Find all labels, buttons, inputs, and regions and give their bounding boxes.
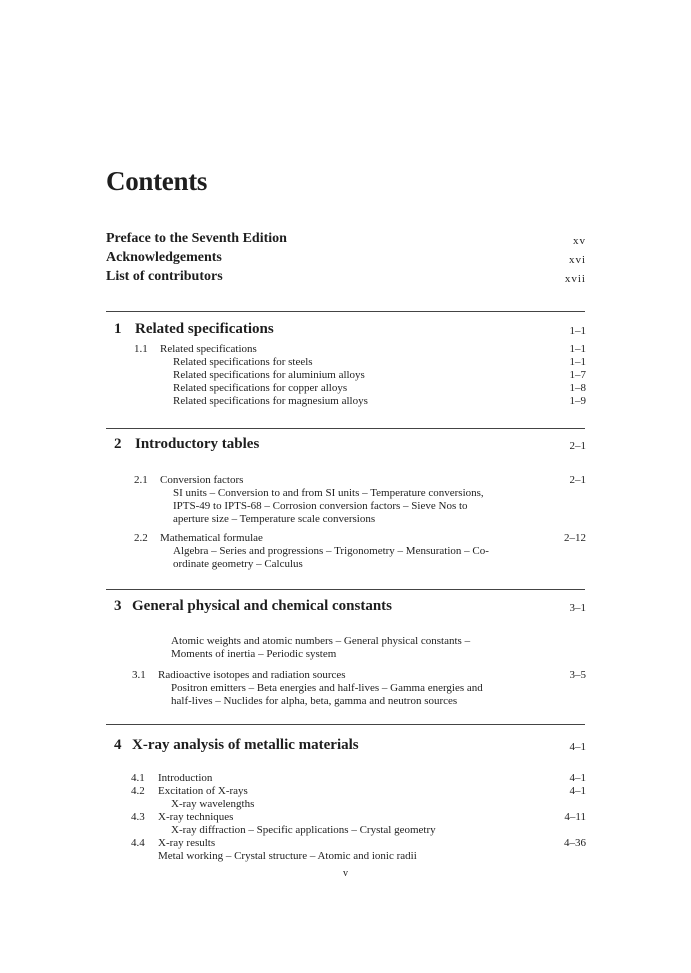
section-page: 2–12 (564, 532, 586, 544)
subsection-page: 1–7 (569, 369, 586, 381)
chapter-title[interactable]: Introductory tables (135, 436, 260, 452)
section-page: 4–11 (564, 811, 586, 823)
toc-page-preface: xv (573, 235, 586, 247)
section-title[interactable]: Conversion factors (160, 474, 244, 486)
toc-entry-acknowledgements[interactable]: Acknowledgements (106, 250, 222, 265)
section-title[interactable]: Introduction (158, 772, 213, 784)
section-number: 1.1 (134, 343, 148, 355)
chapter-page: 4–1 (569, 741, 586, 753)
section-description: SI units – Conversion to and from SI units – Temperature conversions, (173, 487, 484, 499)
section-description: ordinate geometry – Calculus (173, 558, 303, 570)
subsection-page: 1–8 (569, 382, 586, 394)
section-number: 4.1 (131, 772, 145, 784)
section-number: 2.2 (134, 532, 148, 544)
toc-page-contributors: xvii (564, 273, 586, 285)
subsection-title[interactable]: Related specifications for magnesium alloys (173, 395, 368, 407)
toc-entry-preface[interactable]: Preface to the Seventh Edition (106, 231, 287, 246)
divider (106, 311, 585, 312)
chapter-number: 3 (114, 598, 122, 614)
section-description: X-ray wavelengths (171, 798, 255, 810)
subsection-page: 1–9 (569, 395, 586, 407)
divider (106, 428, 585, 429)
section-number: 4.2 (131, 785, 145, 797)
section-title[interactable]: Mathematical formulae (160, 532, 263, 544)
subsection-title[interactable]: Related specifications for copper alloys (173, 382, 348, 394)
section-description: Metal working – Crystal structure – Atomic and ionic radii (158, 850, 417, 862)
page-number: v (343, 868, 348, 879)
section-description: aperture size – Temperature scale conversions (173, 513, 376, 525)
section-page: 1–1 (569, 343, 586, 355)
chapter-page: 2–1 (569, 440, 586, 452)
subsection-title[interactable]: Related specifications for steels (173, 356, 313, 368)
section-description: half-lives – Nuclides for alpha, beta, gamma and neutron sources (171, 695, 458, 707)
divider (106, 724, 585, 725)
section-page: 2–1 (569, 474, 586, 486)
chapter-page: 1–1 (569, 325, 586, 337)
chapter-number: 2 (114, 436, 122, 452)
toc-page-acknowledgements: xvi (568, 254, 586, 266)
section-description: Positron emitters – Beta energies and half-lives – Gamma energies and (171, 682, 483, 694)
section-number: 4.3 (131, 811, 145, 823)
chapter-intro: Atomic weights and atomic numbers – General physical constants – (171, 635, 471, 647)
chapter-page: 3–1 (569, 602, 586, 614)
section-title[interactable]: X-ray techniques (158, 811, 234, 823)
chapter-number: 4 (114, 737, 122, 753)
subsection-title[interactable]: Related specifications for aluminium alloys (173, 369, 365, 381)
section-title[interactable]: Radioactive isotopes and radiation sources (158, 669, 346, 681)
section-number: 3.1 (132, 669, 146, 681)
chapter-number: 1 (114, 321, 122, 337)
section-number: 2.1 (134, 474, 148, 486)
page-title: Contents (106, 166, 208, 196)
section-number: 4.4 (131, 837, 145, 849)
section-page: 4–1 (569, 785, 586, 797)
section-title[interactable]: Excitation of X-rays (158, 785, 248, 797)
section-description: Algebra – Series and progressions – Trigonometry – Mensuration – Co- (173, 545, 489, 557)
chapter-title[interactable]: General physical and chemical constants (132, 598, 393, 614)
chapter-title[interactable]: X-ray analysis of metallic materials (132, 737, 359, 753)
divider (106, 589, 585, 590)
section-page: 3–5 (569, 669, 586, 681)
subsection-page: 1–1 (569, 356, 586, 368)
section-description: IPTS-49 to IPTS-68 – Corrosion conversion factors – Sieve Nos to (173, 500, 468, 512)
chapter-intro: Moments of inertia – Periodic system (171, 648, 337, 660)
section-page: 4–36 (564, 837, 586, 849)
section-title[interactable]: X-ray results (158, 837, 216, 849)
toc-entry-contributors[interactable]: List of contributors (106, 269, 223, 284)
section-page: 4–1 (569, 772, 586, 784)
section-description: X-ray diffraction – Specific applications – Crystal geometry (171, 824, 436, 836)
chapter-title[interactable]: Related specifications (135, 321, 274, 337)
section-title[interactable]: Related specifications (160, 343, 257, 355)
